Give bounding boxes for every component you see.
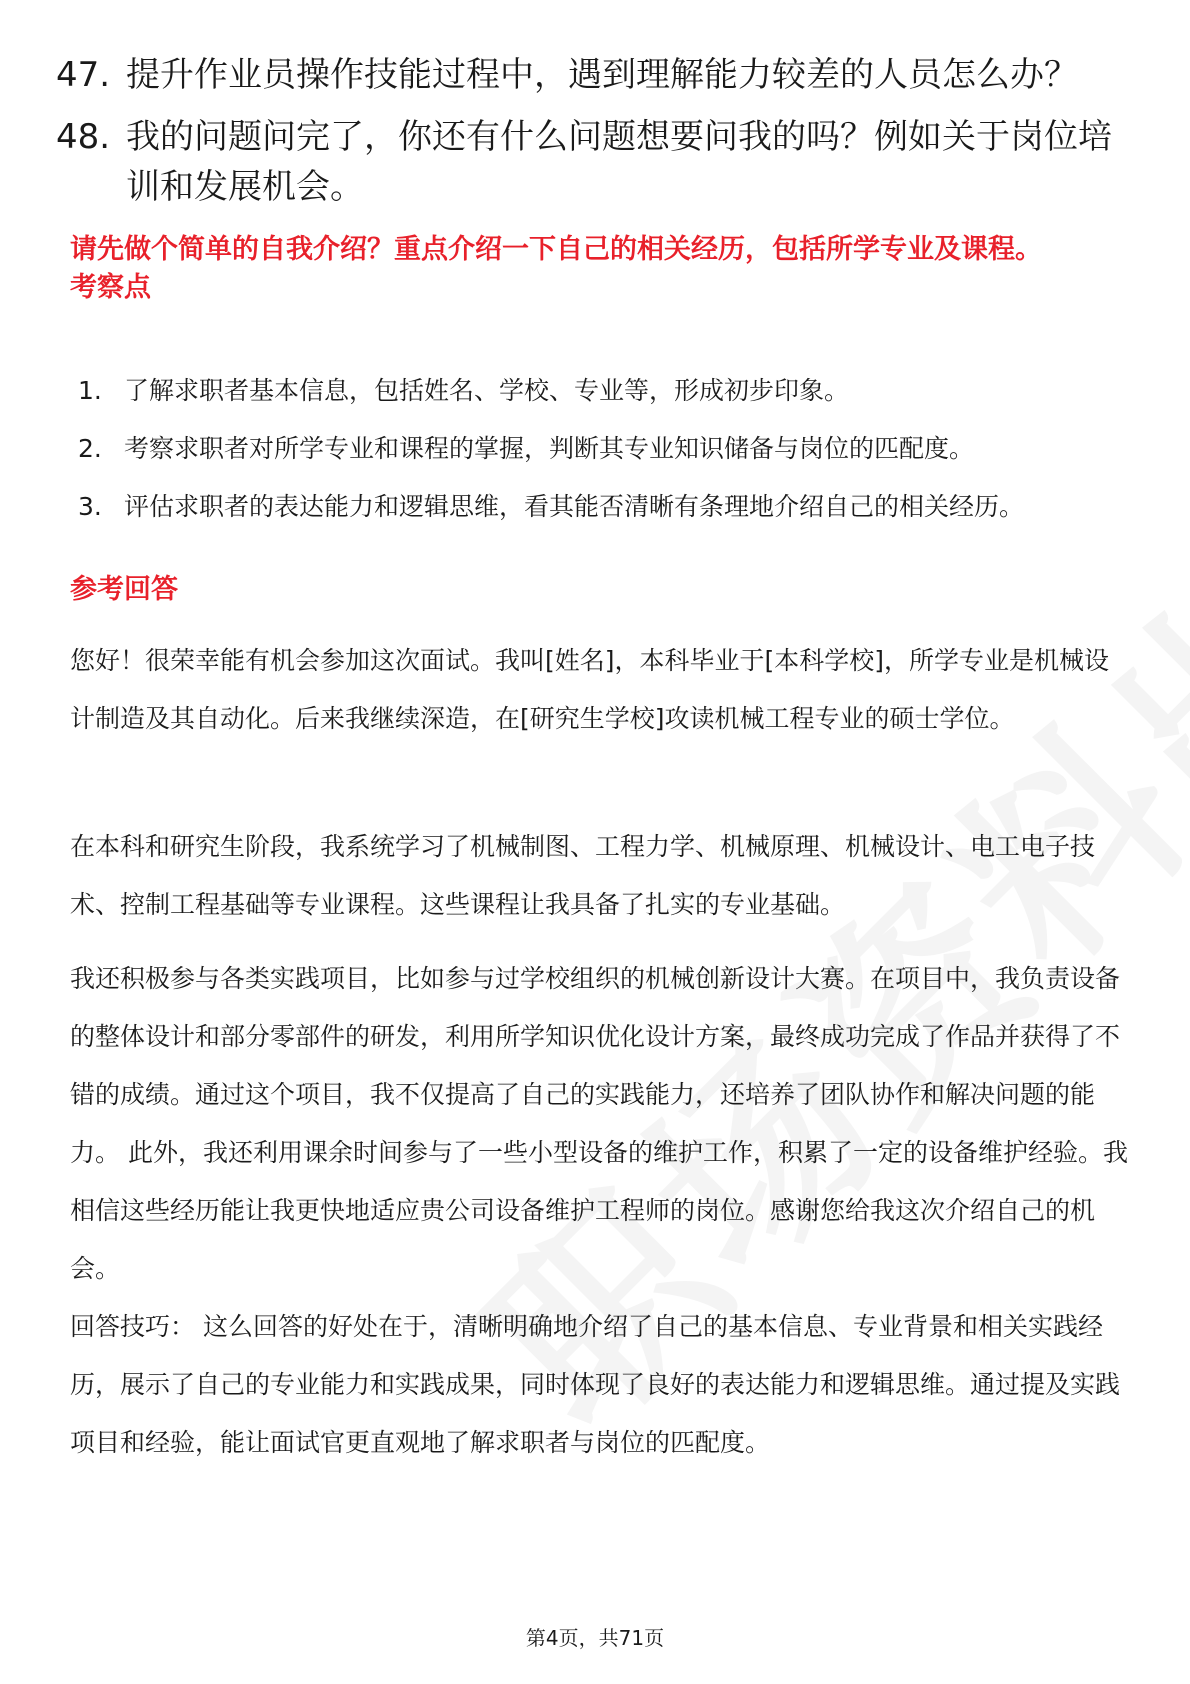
question-number: 48.: [56, 117, 111, 157]
point-number: 3.: [78, 492, 102, 521]
points-heading: 考察点: [70, 272, 151, 303]
point-number: 1.: [78, 376, 102, 405]
answer-heading: 参考回答: [70, 574, 178, 605]
question-text: 提升作业员操作技能过程中，遇到理解能力较差的人员怎么办？: [126, 55, 1078, 95]
answer-paragraph: 在本科和研究生阶段，我系统学习了机械制图、工程力学、机械原理、机械设计、电工电子技术、控制工程基础等专业课程。这些课程让我具备了扎实的专业基础。: [70, 832, 1096, 919]
list-item: [78, 478, 1138, 536]
point-text: 考察求职者对所学专业和课程的掌握，判断其专业知识储备与岗位的匹配度。: [124, 434, 975, 463]
point-number: 2.: [78, 434, 102, 463]
page-footer: 第4页，共71页: [525, 1626, 665, 1650]
question-number: 47.: [56, 55, 111, 95]
list-item: [78, 362, 1138, 420]
question-text: 我的问题问完了，你还有什么问题想要问我的吗？例如关于岗位培训和发展机会。: [126, 117, 1112, 207]
question-item: [56, 50, 1136, 100]
list-item: [78, 420, 1138, 478]
point-text: 了解求职者基本信息，包括姓名、学校、专业等，形成初步印象。: [124, 376, 850, 405]
question-item: [56, 112, 1136, 212]
answer-tips-paragraph: 回答技巧： 这么回答的好处在于，清晰明确地介绍了自己的基本信息、专业背景和相关实践经历，展示了自己的专业能力和实践成果，同时体现了良好的表达能力和逻辑思维。通过提及实践项目和经验，能让面试官更直观地了解求职者与岗位的匹配度。: [70, 1312, 1121, 1457]
question-heading: 请先做个简单的自我介绍？重点介绍一下自己的相关经历，包括所学专业及课程。: [70, 234, 1042, 265]
answer-paragraph: 您好！很荣幸能有机会参加这次面试。我叫[姓名]，本科毕业于[本科学校]，所学专业是机械设计制造及其自动化。后来我继续深造，在[研究生学校]攻读机械工程专业的硕士学位。: [70, 646, 1110, 733]
question-list: [56, 50, 1136, 224]
point-text: 评估求职者的表达能力和逻辑思维，看其能否清晰有条理地介绍自己的相关经历。: [124, 492, 1025, 521]
points-list: [78, 362, 1138, 536]
answer-paragraph: 我还积极参与各类实践项目，比如参与过学校组织的机械创新设计大赛。在项目中，我负责设备的整体设计和部分零部件的研发，利用所学知识优化设计方案，最终成功完成了作品并获得了不错的成绩。通过这个项目，我不仅提高了自己的实践能力，还培养了团队协作和解决问题的能力。 此外，我还利用课余时间参与了一些小型设备的维护工作，积累了一定的设备维护经验。我相信这些经历能让我更快地适应贵公司设备维护工程师的岗位。感谢您给我这次介绍自己的机会。: [70, 964, 1128, 1283]
